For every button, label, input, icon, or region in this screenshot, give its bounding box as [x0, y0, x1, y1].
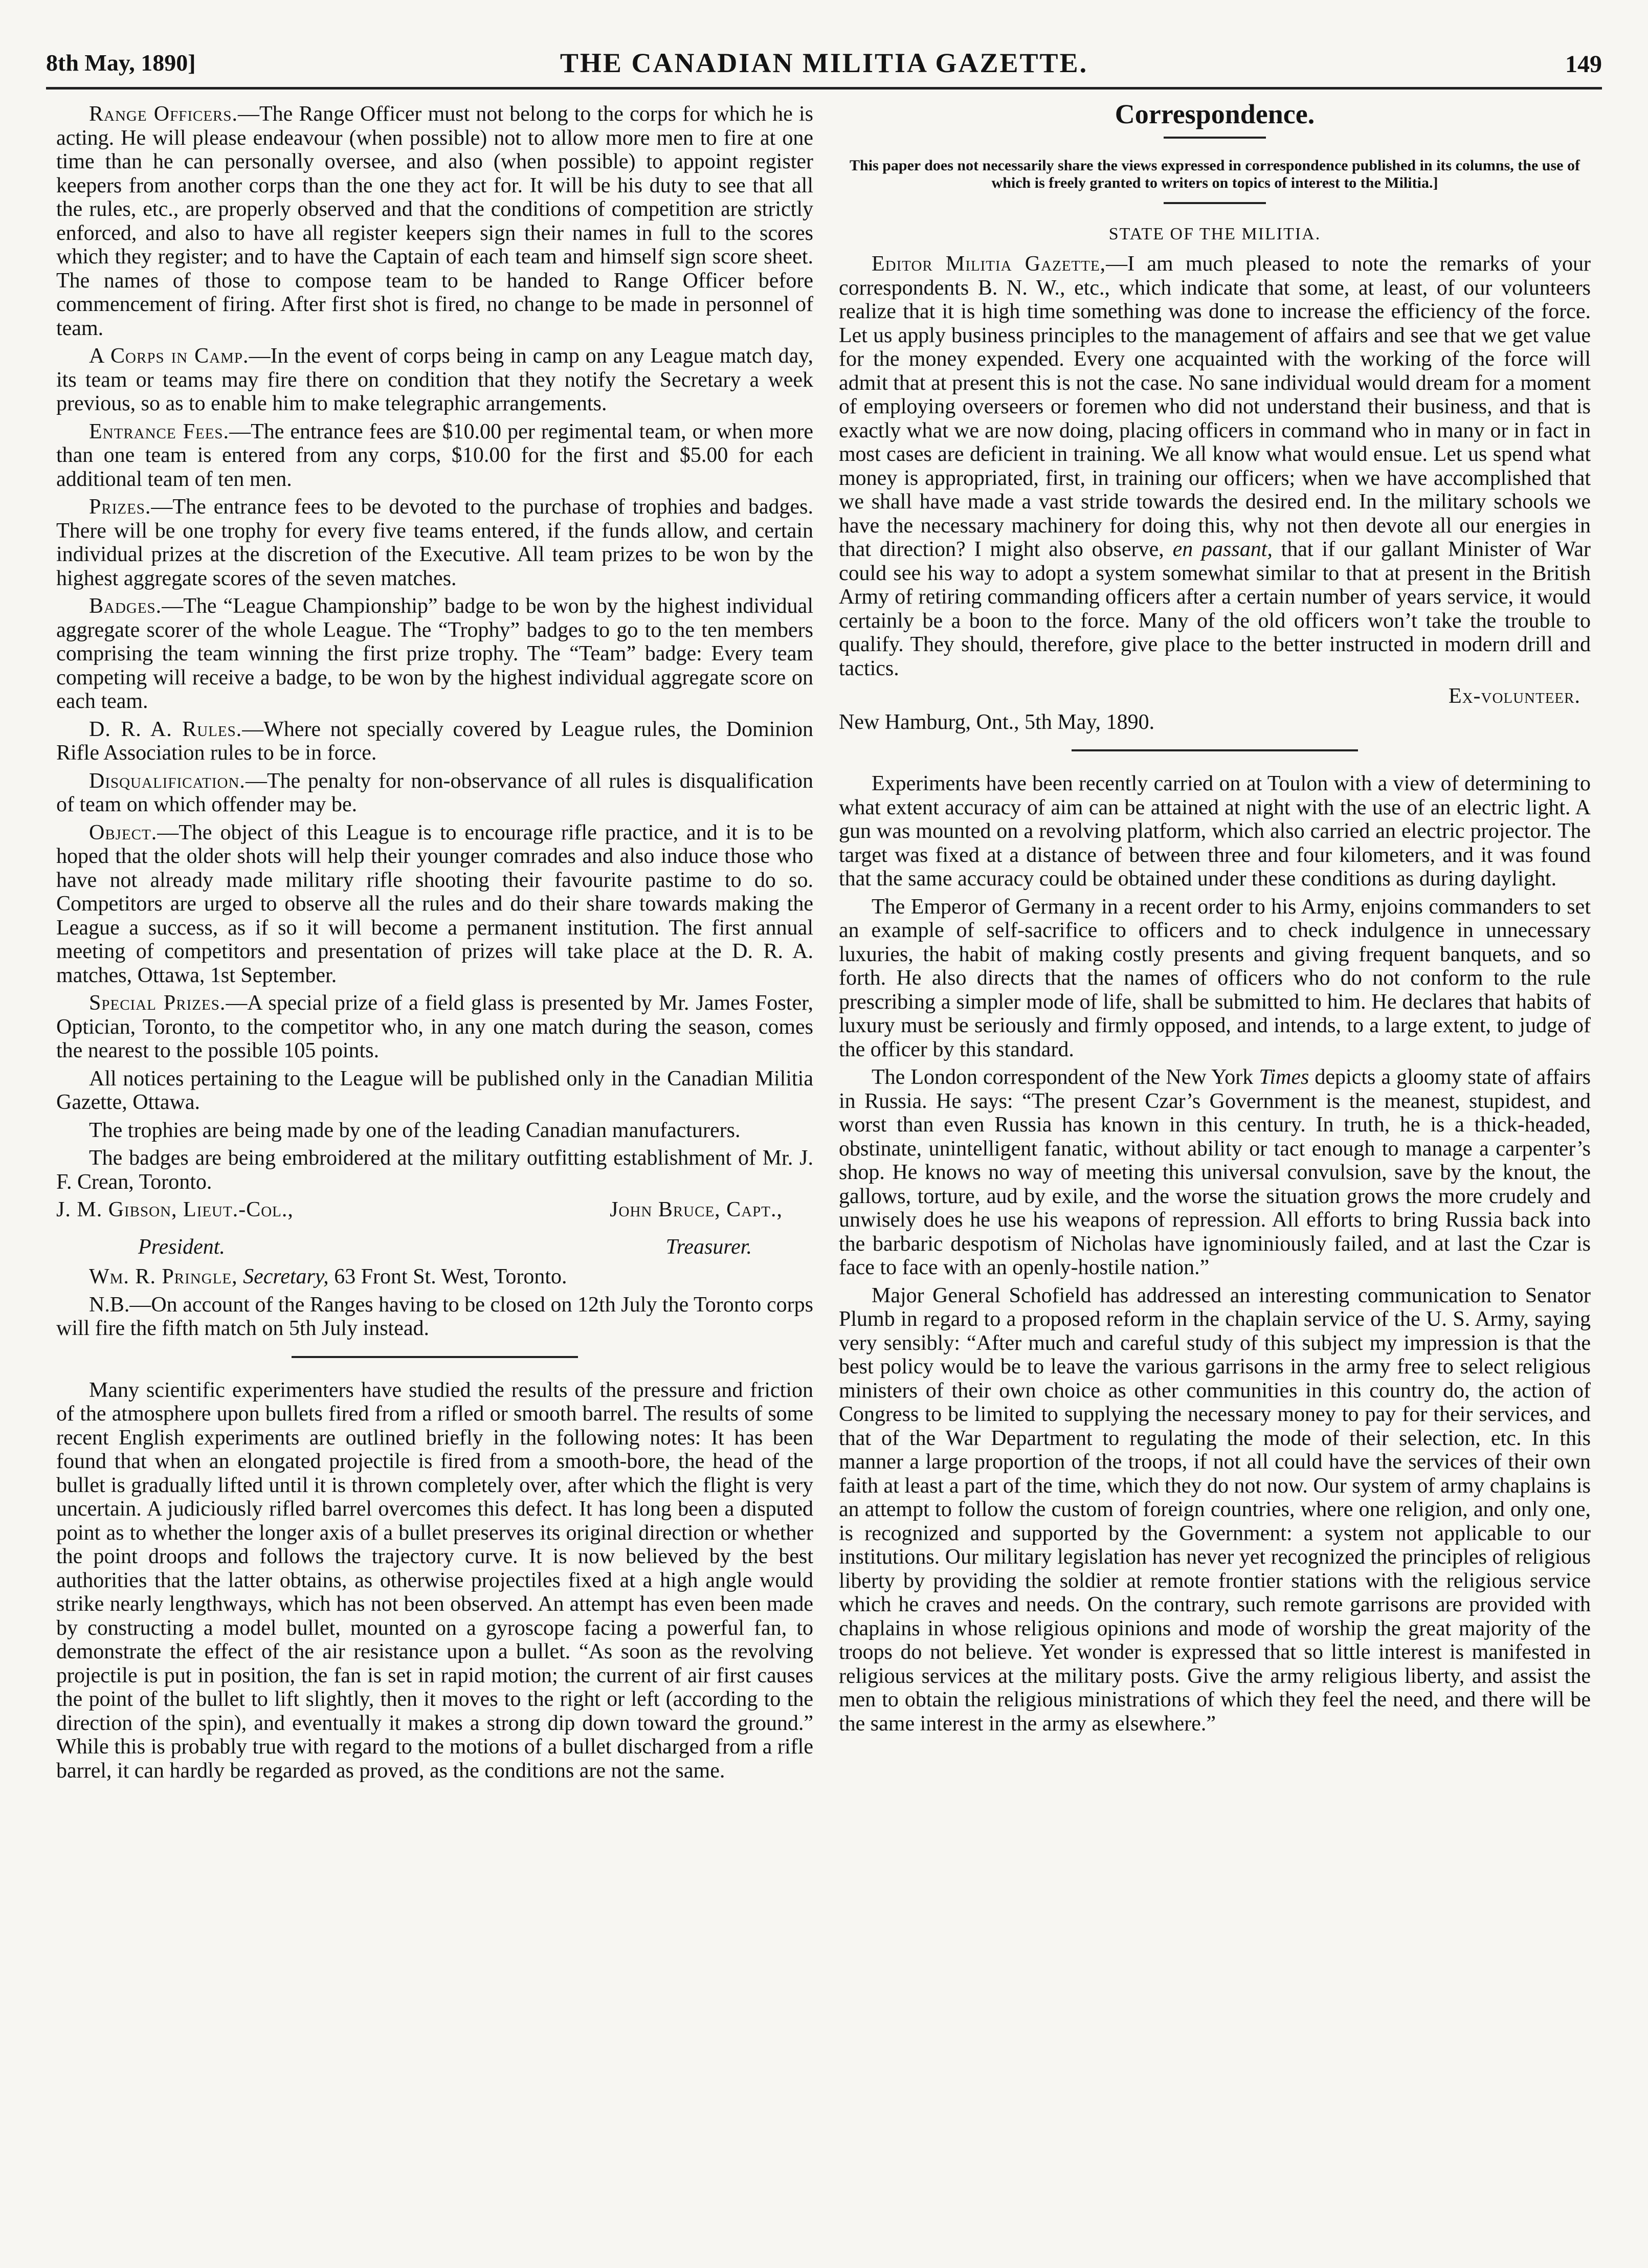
nb-paragraph: N.B.—On account of the Ranges having to be closed on 12th July the Toronto corps will fire the fifth match on 5th July instead. — [56, 1293, 813, 1340]
schofield-article: Major General Schofield has addressed an interesting communication to Senator Plumb in regard to a proposed reform in the chaplain service of the U. S. Army, saying very sensibly: “After much and careful study of this subject my impression is that the best policy would be to leave the various garrisons in the army free to select religious ministers of their own choice as other communities in this country do, the action of Congress to be limited to supplying the necessary money to pay for their services, and that of the War Department to regulating the mode of their selection, etc. In this manner a large proportion of the troops, if not all could have the services of their own faith at least a part of the time, which they do not now. Our system of army chaplains is an attempt to follow the custom of foreign countries, where one religion, and only one, is recognized and supported by the Government: a system not applicable to our institutions. Our military legislation has never yet recognized the principles of religious liberty by providing the soldier at remote frontier stations with the religious service which he craves and needs. On the contrary, such remote garrisons are provided with chaplains in whose religious opinions and mode of worship the great majority of the troops do not believe. Yet wonder is expressed that so little interest is manifested in religious services at the military posts. Give the army religious liberty, and assist the men to obtain the religious ministrations of which they feel the need, and there will be the same interest in the army as elsewhere.” — [839, 1283, 1591, 1736]
state-of-militia-heading: STATE OF THE MILITIA. — [1108, 224, 1321, 243]
disclaimer-divider — [1164, 202, 1266, 204]
letter-text: —I am much pleased to note the remarks of your correspondents B. N. W., etc., which indicate that some, at least, of our volunteers realize that it is high time something was done to increase the efficiency of the force. Let us apply business principles to the management of affairs and see that we get value for the money expended. Every one acquainted with the working of the force will admit that at present this is not the case. No sane individual would dream for a moment of employing overseers or foremen who did not understand their business, and that is exactly what we are now doing, placing officers in command who in many or in fact in most cases are deficient in training. We all know what would ensue. Let us spend what money is appropriated, first, in training our officers; when we have accomplished that we shall have made a vast stride towards the desired end. In the military schools we have the necessary machinery for doing this, why not then devote all our energies in that direction? I might also observe, — [839, 252, 1591, 561]
russia-times: Times — [1259, 1065, 1309, 1089]
correspondence-divider — [1164, 137, 1266, 139]
correspondence-disclaimer: This paper does not necessarily share the views expressed in correspondence published in its columns, the use of which is freely granted to writers on topics of interest to the Militia.] — [850, 157, 1580, 191]
special-prizes-text: —A special prize of a field glass is presented by Mr. James Foster, Optician, Toronto, to the competitor who, in any one match during the season, comes the nearest to the possible 105 points. — [56, 991, 813, 1062]
russia-article — [839, 1065, 1591, 1280]
range-officers-text: —The Range Officer must not belong to the corps for which he is acting. He will please endeavour (when possible) not to allow more men to fire at one time than he can personally oversee, and also (when possible) to appoint register keepers from another corps than the one they act for. It will be his duty to see that all the rules, etc., are properly observed and that the conditions of competition are strictly enforced, and also to have all register keepers sign their names in full to the scores which they register; and to have the Captain of each team and himself sign score sheet. The names of those to compose team to be handed to Range Officer before commencement of firing. After first shot is fired, no change to be made in personnel of team. — [56, 102, 813, 340]
object-text: —The object of this League is to encourage rifle practice, and it is to be hoped that the older shots will help their younger comrades and also induce those who have not already made military rifle shooting their favourite pastime to do so. Competitors are urged to observe all the rules and do their share towards making the League a success, as if so it will become a permanent institution. The first annual meeting of competitors and presentation of prizes will take place at the D. R. A. matches, Ottawa, 1st September. — [56, 820, 813, 987]
secretary-address: 63 Front St. West, Toronto. — [334, 1265, 567, 1288]
signer-bruce: John Bruce, Capt., — [610, 1198, 783, 1221]
signer-gibson: J. M. Gibson, Lieut.-Col., — [56, 1198, 294, 1221]
page-number: 149 — [1565, 51, 1602, 78]
letter-place-date: New Hamburg, Ont., 5th May, 1890. — [839, 710, 1155, 734]
corps-in-camp-head: A Corps in Camp. — [89, 344, 249, 368]
right-column — [839, 102, 1591, 2207]
badges-text: —The “League Championship” badge to be won by the highest individual aggregate scorer of the whole League. The “Trophy” badges to go to the ten members comprising the team winning the first prize trophy. The “Team” badge: Every team competing will receive a badge, to be won by the highest individual aggregate score on each team. — [56, 594, 813, 713]
dra-rules-text: —Where not specially covered by League rules, the Dominion Rifle Association rules to be in force. — [56, 717, 813, 765]
letter-salutation: Editor Militia Gazette, — [872, 252, 1106, 276]
badges-paragraph — [56, 594, 813, 714]
special-prizes-head: Special Prizes. — [89, 991, 226, 1015]
signers-names — [56, 1198, 813, 1222]
prizes-head: Prizes. — [89, 495, 151, 519]
object-head: Object. — [89, 820, 158, 844]
newspaper-title: THE CANADIAN MILITIA GAZETTE. — [560, 48, 1088, 78]
left-column — [56, 102, 813, 2207]
entrance-fees-paragraph — [56, 420, 813, 492]
object-paragraph — [56, 821, 813, 988]
office-president: President. — [138, 1235, 225, 1259]
emperor-article: The Emperor of Germany in a recent order to his Army, enjoins commanders to set an example of self-sacrifice to officers and to check indulgence in unnecessary luxuries, the habit of making costly presents and giving frequent banquets, and so forth. He also directs that the names of officers who do not conform to the rule prescribing a simpler mode of life, shall be submitted to him. He declares that habits of luxury must be seriously and firmly opposed, and intends, to a large extent, to judge of the officer by this standard. — [839, 895, 1591, 1061]
corps-in-camp-paragraph — [56, 344, 813, 416]
special-prizes-paragraph — [56, 991, 813, 1063]
masthead — [46, 41, 1602, 90]
disqualification-text: —The penalty for non-observance of all rules is disqualification of team on which offender may be. — [56, 769, 813, 816]
dra-rules-paragraph — [56, 718, 813, 765]
disqualification-paragraph — [56, 769, 813, 817]
letter-en-passant: en passant, — [1172, 538, 1273, 561]
secretary-line — [56, 1265, 813, 1289]
badges-head: Badges. — [89, 594, 162, 618]
office-treasurer: Treasurer. — [665, 1235, 752, 1259]
secretary-name: Wm. R. Pringle, — [89, 1265, 238, 1288]
letter-signature: Ex-volunteer. — [1448, 684, 1580, 708]
corps-in-camp-text: —In the event of corps being in camp on any League match day, its team or teams may fire there on condition that they notify the Secretary a week previous, so as to enable him to make telegraphic arrangements. — [56, 344, 813, 415]
correspondence-heading: Correspondence. — [1115, 102, 1315, 129]
signers-offices — [56, 1235, 813, 1259]
russia-text-post: depicts a gloomy state of affairs in Russia. He says: “The present Czar’s Government is the meanest, stupidest, and worst than even Russia has known in this century. In truth, he is a thick-headed, obstinate, unintelligent fanatic, without ability or tact enough to manage a carpenter’s shop. He knows no way of meeting this universal convulsion, save by the knout, the gallows, torture, aud by exile, and the worse the situation grows the more crudely and unwisely does he use his weapons of repression. All efforts to bring Russia back into the barbaric despotism of Nicholas have ignominiously failed, and at last the Czar is face to face with an openly-hostile nation.” — [839, 1065, 1591, 1279]
section-divider — [292, 1356, 578, 1358]
range-officers-paragraph — [56, 102, 813, 340]
notices-paragraph: All notices pertaining to the League will be published only in the Canadian Militia Gazette, Ottawa. — [56, 1066, 813, 1114]
issue-date: 8th May, 1890] — [46, 50, 196, 76]
prizes-text: —The entrance fees to be devoted to the purchase of trophies and badges. There will be one trophy for every five teams entered, if the funds allow, and certain individual prizes at the discretion of the Executive. All team prizes to be won by the highest aggregate scores of the seven matches. — [56, 495, 813, 590]
dra-rules-head: D. R. A. Rules. — [89, 717, 242, 741]
russia-text-pre: The London correspondent of the New York — [872, 1065, 1254, 1089]
letter-paragraph — [839, 252, 1591, 680]
range-officers-head: Range Officers. — [89, 102, 238, 126]
toulon-article: Experiments have been recently carried on at Toulon with a view of determining to what extent accuracy of aim can be attained at night with the use of an electric light. A gun was mounted on a revolving platform, which also carried an electric projector. The target was fixed at a distance of between three and four kilometers, and it was found that the same accuracy could be obtained under these conditions as during daylight. — [839, 772, 1591, 891]
entrance-fees-head: Entrance Fees. — [89, 419, 230, 443]
disqualification-head: Disqualification. — [89, 769, 246, 793]
entrance-fees-text: —The entrance fees are $10.00 per regimental team, or when more than one team is entered from any corps, $10.00 for the first and $5.00 for each additional team of ten men. — [56, 419, 813, 491]
trophies-paragraph: The trophies are being made by one of the leading Canadian manufacturers. — [89, 1118, 741, 1142]
secretary-title: Secretary, — [243, 1265, 329, 1288]
letter-text-2: that if our gallant Minister of War could see his way to adopt a system somewhat similar to that at present in the British Army of retiring commanding officers after a certain number of years service, it would certainly be a boon to the force. Many of the old officers won’t take the trouble to qualify. They should, therefore, give place to the better instructed in modern drill and tactics. — [839, 538, 1591, 680]
letter-divider — [1072, 749, 1358, 751]
badges-note-paragraph: The badges are being embroidered at the military outfitting establishment of Mr. J. F. Crean, Toronto. — [56, 1146, 813, 1194]
prizes-paragraph — [56, 495, 813, 590]
bullets-article: Many scientific experimenters have studied the results of the pressure and friction of the atmosphere upon bullets fired from a rifled or smooth barrel. The results of some recent English experiments are outlined briefly in the following notes: It has been found that when an elongated projectile is fired from a smooth-bore, the head of the bullet is gradually lifted until it is thrown completely over, after which the flight is very uncertain. A judiciously rifled barrel overcomes this defect. It has long been a disputed point as to whether the longer axis of a bullet preserves its original direction or whether the point droops and follows the trajectory curve. It is now believed by the best authorities that the latter obtains, as otherwise projectiles fixed at a high angle would strike nearly lengthways, which has not been observed. An attempt has even been made by constructing a model bullet, mounted on a gyroscope facing a powerful fan, to demonstrate the effect of the air resistance upon a bullet. “As soon as the revolving projectile is put in position, the fan is set in rapid motion; the current of air first causes the point of the bullet to lift slightly, then it moves to the right or left (according to the direction of the spin), and eventually it makes a strong dip down toward the ground.” While this is probably true with regard to the motions of a bullet discharged from a rifle barrel, it can hardly be regarded as proved, as the conditions are not the same. — [56, 1378, 813, 1783]
